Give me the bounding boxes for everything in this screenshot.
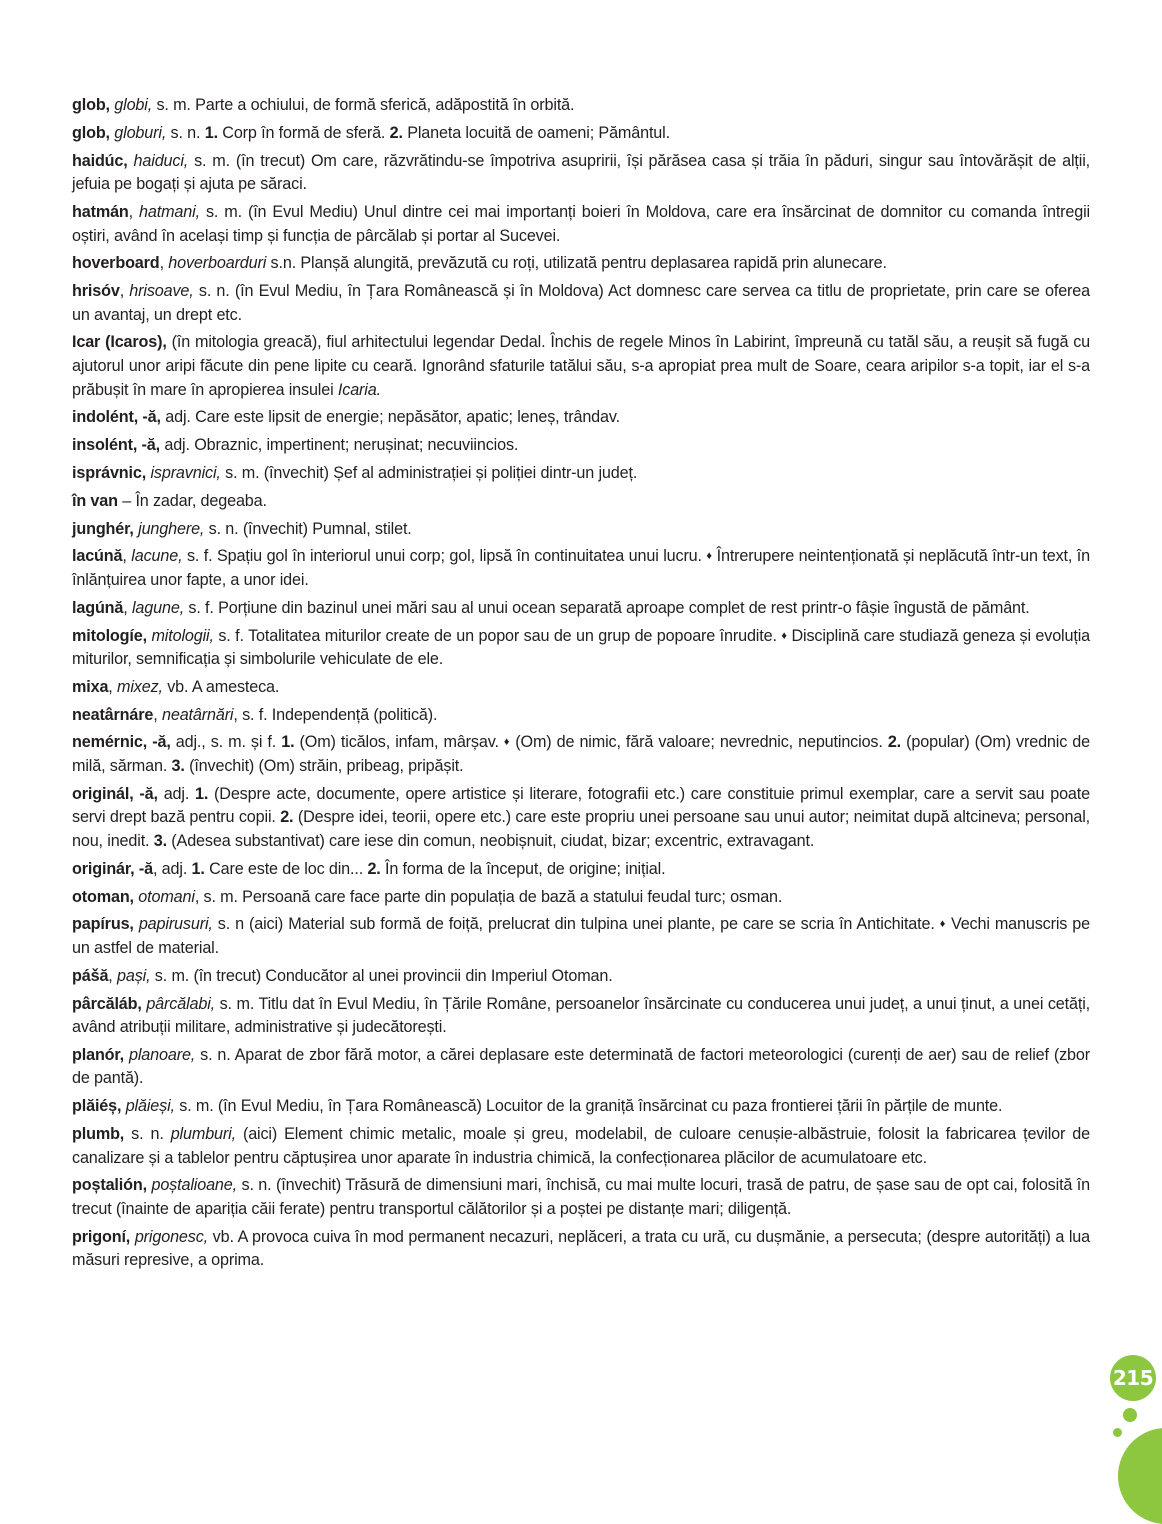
glossary-entry — [72, 252, 1090, 276]
entry-text: s. m. Titlu dat în Evul Mediu, în Țările Române, persoanelor însărcinate cu conducerea unui județ, a unui ținut, a unei cetăți, având atribuții militare, administrative și judecătorești. — [72, 994, 1090, 1037]
entry-text: Corp în formă de sferă. — [217, 123, 390, 142]
diamond-separator: ♦ — [503, 736, 511, 749]
glossary-entry — [72, 1226, 1090, 1273]
entry-text: s. f. Totalitatea miturilor create de un popor sau de un grup de popoare înrudite. — [213, 626, 782, 645]
entry-bold-text: 3. — [153, 832, 167, 850]
glossary-entry — [72, 545, 1090, 592]
entry-bold-text: pârcăláb, — [72, 994, 142, 1013]
entry-bold-text: originál, -ă, — [72, 784, 158, 803]
entry-italic-text: mitologii, — [151, 626, 214, 645]
entry-bold-text: neatârnáre — [72, 705, 154, 724]
entry-italic-text: poștalioane, — [151, 1176, 237, 1195]
entry-text: adj. Care este lipsit de energie; nepăsător, apatic; leneș, trândav. — [160, 408, 620, 427]
entry-text: (Om) de nimic, fără valoare; nevrednic, neputincios. — [510, 733, 888, 752]
entry-text: , adj. — [152, 859, 192, 878]
decorative-dot — [1113, 1428, 1122, 1437]
entry-text: adj. Obraznic, impertinent; nerușinat; necuviincios. — [160, 436, 519, 455]
entry-text: adj. — [157, 784, 196, 803]
entry-bold-text: 3. — [171, 757, 185, 776]
entry-bold-text: lagúnă — [72, 598, 124, 617]
entry-text: , s. m. Persoană care face parte din populația de bază a statului feudal turc; osman. — [194, 887, 783, 906]
entry-italic-text: Icaria. — [337, 380, 381, 399]
entry-text: s. m. (în Evul Mediu, în Țara Românească) Locuitor de la graniță însărcinat cu paza frontierei țării în părțile de munte. — [174, 1097, 1003, 1116]
glossary-entry — [72, 704, 1090, 728]
entry-italic-text: otomani — [138, 887, 195, 906]
glossary-entry — [72, 597, 1090, 621]
glossary-entry — [72, 434, 1090, 458]
entry-bold-text: glob, — [72, 96, 110, 114]
entry-italic-text: lagune, — [131, 598, 185, 617]
entry-text: s. m. (în trecut) Conducător al unei provincii din Imperiul Otoman. — [150, 966, 613, 985]
glossary-entry — [72, 150, 1090, 197]
entry-text: vb. A amesteca. — [162, 677, 280, 696]
glossary-entry — [72, 94, 1090, 118]
glossary-entry — [72, 993, 1090, 1040]
entry-text: , — [159, 254, 169, 273]
entry-text: Planeta locuită de oameni; Pământul. — [402, 123, 670, 142]
entry-italic-text: ispravnici, — [150, 464, 221, 482]
entry-bold-text: 2. — [389, 123, 403, 142]
entry-italic-text: papirusuri, — [138, 915, 213, 934]
entry-bold-text: 1. — [281, 733, 295, 752]
glossary-entry — [72, 462, 1090, 486]
entry-text: s. n. (învechit) Pumnal, stilet. — [204, 519, 412, 538]
entry-bold-text: junghér, — [72, 519, 134, 538]
entry-text: s. n. — [124, 1125, 171, 1144]
entry-text: (învechit) (Om) străin, pribeag, pripășit. — [184, 757, 464, 776]
entry-text: , — [119, 282, 130, 301]
entry-text: s.n. Planșă alungită, prevăzută cu roți, utilizată pentru deplasarea rapidă prin alunecare. — [266, 254, 887, 273]
entry-italic-text: pași, — [117, 966, 151, 985]
decorative-dot — [1123, 1408, 1137, 1422]
entry-text: s. n. Aparat de zbor fără motor, a cărei deplasare este determinată de factori meteorologici (curenți de aer) sau de relief (zbor de pantă). — [72, 1045, 1090, 1088]
entry-text: , — [123, 598, 132, 617]
entry-italic-text: globi, — [114, 96, 153, 114]
glossary-entry — [72, 1095, 1090, 1119]
entry-text: s. m. (în Evul Mediu) Unul dintre cei mai importanți boieri în Moldova, care era însărcinat de domnitor cu comanda întregii oștiri, având în același timp și funcția de pârcălab și portar al Sucevei. — [72, 202, 1090, 245]
entry-text: s. m. (în trecut) Om care, răzvrătindu-se împotriva asupririi, își părăsea casa și trăia în păduri, singur sau întovărășit de alții, jefuia pe bogați și ajuta pe săraci. — [72, 151, 1090, 194]
entry-italic-text: planoare, — [129, 1045, 196, 1064]
glossary-entry — [72, 676, 1090, 700]
entry-text: În forma de la început, de origine; inițial. — [380, 859, 666, 878]
entry-text: Vechi manuscris pe un astfel de material. — [72, 915, 1090, 957]
entry-bold-text: hrisóv — [72, 282, 120, 301]
entry-bold-text: indolént, -ă, — [72, 408, 161, 427]
glossary-entry — [72, 280, 1090, 327]
entry-bold-text: 1. — [195, 784, 209, 803]
glossary-entry — [72, 731, 1090, 778]
entry-text: Care este de loc din... — [204, 859, 368, 878]
glossary — [72, 94, 1090, 1277]
entry-text: , — [108, 966, 117, 985]
entry-bold-text: nemérnic, -ă, — [72, 733, 171, 752]
entry-bold-text: în van — [72, 491, 118, 510]
glossary-entry — [72, 331, 1090, 402]
entry-text: , — [128, 202, 140, 221]
glossary-entry — [72, 1174, 1090, 1221]
entry-text: , — [153, 705, 162, 724]
entry-bold-text: papírus, — [72, 915, 134, 934]
entry-text: Întrerupere neintenționată și neplăcută într-un text, în înlănțuirea unor fapte, a unor idei. — [72, 547, 1090, 589]
entry-italic-text: globuri, — [114, 123, 167, 142]
entry-bold-text: mixa — [72, 677, 109, 696]
entry-bold-text: mitologíe, — [72, 626, 147, 645]
entry-bold-text: otoman, — [72, 887, 134, 906]
decorative-corner — [1118, 1428, 1162, 1524]
entry-bold-text: plăiéș, — [72, 1097, 122, 1116]
glossary-entry — [72, 1123, 1090, 1170]
glossary-entry — [72, 518, 1090, 542]
entry-bold-text: 2. — [887, 733, 902, 752]
entry-text: (în mitologia greacă), fiul arhitectului legendar Dedal. Închis de regele Minos în Labirint, împreună cu tatăl său, a reușit să fugă cu ajutorul unor aripi făcute din pene lipite cu ceară. Ignorând sfaturile tatălui său, s-a apropiat prea mult de Soare, ceara aripilor s-a topit, iar el s-a prăbușit în mare în apropierea insulei — [72, 333, 1090, 399]
glossary-entry — [72, 201, 1090, 248]
entry-text: vb. A provoca cuiva în mod permanent necazuri, neplăceri, a trata cu ură, cu dușmănie, a persecuta; (despre autorități) a lua măsuri represive, a oprima. — [72, 1227, 1091, 1270]
entry-italic-text: prigonesc, — [134, 1227, 209, 1246]
entry-text: Disciplină care studiază geneza și evoluția miturilor, semnificația și simbolurile vehiculate de ele. — [72, 626, 1090, 669]
entry-text: s. f. Spațiu gol în interiorul unui corp; gol, lipsă în continuitatea unui lucru. — [182, 547, 707, 566]
entry-text: (Adesea substantivat) care iese din comun, neobișnuit, ciudat, bizar; excentric, extravagant. — [166, 832, 815, 850]
entry-text: s. f. Porțiune din bazinul unei mări sau al unui ocean separată aproape complet de rest printr-o fâșie îngustă de pământ. — [184, 598, 1030, 617]
entry-text: adj., s. m. și f. — [170, 733, 282, 752]
glossary-entry — [72, 625, 1090, 672]
entry-text: s. n (aici) Material sub formă de foiță, prelucrat din tulpina unei plante, pe care se scria în Antichitate. — [212, 915, 940, 934]
entry-italic-text: mixez, — [117, 677, 163, 696]
entry-text: (popular) (Om) vrednic de milă, sărman. — [72, 733, 1090, 776]
entry-bold-text: poștalión, — [72, 1176, 147, 1195]
entry-text: s. m. (învechit) Șef al administrației și poliției dintr-un județ. — [220, 464, 638, 482]
entry-text: (aici) Element chimic metalic, moale și greu, modelabil, de culoare cenușie-albăstruie, folosit la fabricarea țevilor de canalizare și a tablelor pentru căptușirea unor aparate în industria chimică, la confecționarea plăcilor de acumulatoare etc. — [72, 1125, 1090, 1167]
entry-text: , s. f. Independență (politică). — [233, 705, 438, 724]
entry-text: (Despre idei, teorii, opere etc.) care este propriu unei persoane sau unui autor; neimitat după altcineva; personal, nou, inedit. — [72, 808, 1090, 850]
entry-bold-text: prigoní, — [72, 1227, 131, 1246]
glossary-entry — [72, 122, 1090, 146]
glossary-entry — [72, 965, 1090, 989]
entry-text: s. n. — [166, 123, 205, 142]
entry-text: s. n. (în Evul Mediu, în Țara Românească și în Moldova) Act domnesc care servea ca titlu de proprietate, prin care se oferea un avantaj, un drept etc. — [72, 282, 1090, 324]
entry-bold-text: 1. — [191, 859, 205, 878]
entry-text: – În zadar, degeaba. — [117, 491, 267, 510]
entry-bold-text: haidúc, — [72, 151, 128, 170]
diamond-separator: ♦ — [781, 629, 787, 642]
entry-text: s. n. (învechit) Trăsură de dimensiuni mari, închisă, cu mai multe locuri, trasă de patru, de șase sau de opt cai, folosită în trecut (înainte de apariția căii ferate) pentru transportul călătorilor și a poștei pe distanțe mari; diligență. — [72, 1176, 1090, 1218]
entry-bold-text: glob, — [72, 123, 110, 142]
entry-bold-text: pášă — [72, 966, 109, 985]
entry-text: , — [108, 677, 117, 696]
glossary-entry — [72, 858, 1090, 882]
glossary-entry — [72, 886, 1090, 910]
entry-bold-text: 2. — [280, 808, 294, 827]
entry-bold-text: 2. — [367, 859, 381, 878]
entry-italic-text: junghere, — [138, 519, 205, 538]
entry-italic-text: hoverboarduri — [168, 254, 267, 273]
entry-italic-text: hrisoave, — [129, 282, 194, 301]
entry-italic-text: hatmani, — [139, 202, 200, 221]
page-number: 215 — [1110, 1355, 1156, 1401]
glossary-entry — [72, 406, 1090, 430]
entry-bold-text: isprávnic, — [72, 464, 147, 482]
glossary-entry — [72, 913, 1090, 960]
glossary-entry — [72, 783, 1090, 854]
glossary-entry — [72, 1044, 1090, 1091]
entry-text: , — [122, 547, 132, 566]
entry-italic-text: plăieși, — [125, 1097, 175, 1116]
entry-bold-text: insolént, -ă, — [72, 436, 160, 455]
entry-bold-text: 1. — [204, 123, 218, 142]
entry-text: (Om) ticălos, infam, mârșav. — [294, 733, 504, 752]
diamond-separator: ♦ — [939, 918, 946, 931]
entry-bold-text: lacúnă — [72, 547, 123, 566]
glossary-entry — [72, 490, 1090, 514]
entry-bold-text: hoverboard — [72, 254, 160, 273]
entry-italic-text: pârcălabi, — [146, 994, 216, 1013]
entry-italic-text: neatârnări — [161, 705, 234, 724]
entry-bold-text: Icar (Icaros), — [72, 333, 167, 352]
entry-italic-text: lacune, — [131, 547, 183, 566]
entry-italic-text: haiduci, — [133, 151, 189, 170]
diamond-separator: ♦ — [706, 550, 713, 563]
entry-bold-text: hatmán — [72, 202, 129, 221]
entry-bold-text: planór, — [72, 1045, 125, 1064]
entry-text: s. m. Parte a ochiului, de formă sferică, adăpostită în orbită. — [152, 96, 575, 114]
entry-italic-text: plumburi, — [170, 1125, 236, 1144]
entry-bold-text: plumb, — [72, 1125, 125, 1144]
entry-text: (Despre acte, documente, opere artistice și literare, fotografii etc.) care constituie primul exemplar, care a servit sau poate servi drept bază pentru copii. — [72, 784, 1090, 827]
entry-bold-text: originár, -ă — [72, 859, 153, 878]
